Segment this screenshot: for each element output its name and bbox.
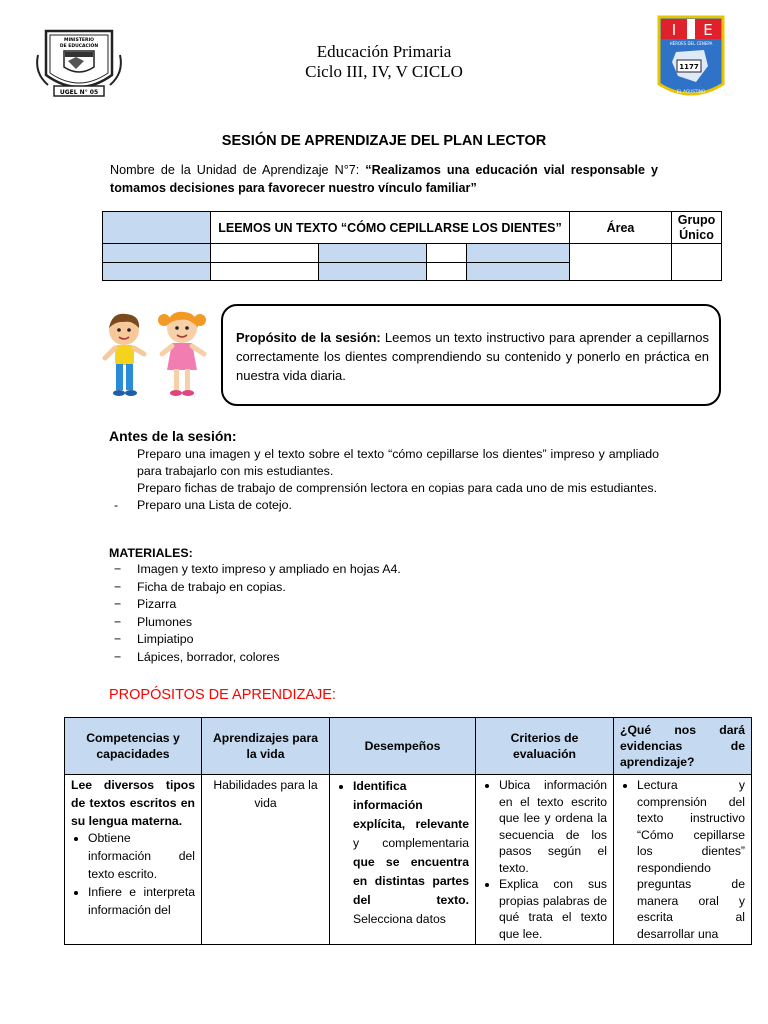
before-heading: Antes de la sesión:	[109, 428, 237, 444]
session-title: SESIÓN DE APRENDIZAJE DEL PLAN LECTOR	[221, 133, 547, 149]
info-cell	[319, 263, 427, 281]
material-item: − Imagen y texto impreso y ampliado en hojas A4.	[137, 561, 401, 579]
material-item: − Lápices, borrador, colores	[137, 649, 401, 667]
before-item: Preparo una imagen y el texto sobre el texto “cómo cepillarse los dientes” impreso y ampliado para trabajarlo con mis estudiantes.	[137, 447, 659, 478]
learning-purposes-heading: PROPÓSITOS DE APRENDIZAJE:	[109, 687, 336, 703]
bullet-marker: −	[114, 649, 122, 664]
info-cell	[466, 263, 569, 281]
performance-cell	[330, 775, 476, 945]
logo-letter-i: I	[671, 21, 677, 39]
info-cell	[319, 244, 427, 263]
header-title	[0, 42, 768, 82]
criteria-item: • Explica con sus propias palabras de qué trata el texto que lee.	[499, 876, 607, 942]
col-header-competencies: Competencias y capacidades	[65, 718, 202, 775]
purpose-text: Leemos un texto instructivo para aprender a cepillarnos correctamente los dientes comprendiendo su contenido y ponerlo en práctica en nuestra vida diaria.	[236, 330, 709, 383]
reading-title: LEEMOS UN TEXTO “CÓMO CEPILLARSE LOS DIENTES”	[211, 212, 570, 244]
material-item: − Ficha de trabajo en copias.	[137, 579, 401, 597]
criteria-item: • Ubica información en el texto escrito que lee y ordena la secuencia de los pasos según el texto.	[499, 777, 607, 876]
school-logo	[656, 14, 726, 100]
capacity-item: • Obtiene información del texto escrito.	[88, 830, 195, 883]
header-line-1: Educación Primaria	[316, 42, 452, 61]
logo-text-1: MINISTERIO	[64, 38, 94, 43]
capacity-item: • Infiere e interpreta información del	[88, 884, 195, 920]
materials-heading: MATERIALES:	[109, 546, 193, 560]
logo-ribbon: UGEL N° 05	[59, 89, 99, 96]
evidence-cell	[614, 775, 752, 945]
before-item: Preparo una Lista de cotejo.	[137, 498, 292, 512]
col-header-life-learning: Aprendizajes para la vida	[202, 718, 330, 775]
material-item: − Pizarra	[137, 596, 401, 614]
material-item: − Limpiatipo	[137, 631, 401, 649]
materials-list	[114, 561, 401, 666]
info-cell	[427, 263, 466, 281]
purpose-label: Propósito de la sesión:	[236, 330, 381, 345]
life-learning-cell	[202, 775, 330, 945]
bullet-marker: −	[114, 632, 122, 646]
bullet-marker: −	[114, 562, 122, 576]
info-cell	[103, 212, 211, 244]
performance-item: • Identifica información explícita, relevante y complementaria que se encuentra en distintas partes del texto. Selecciona datos	[353, 777, 469, 929]
area-value	[570, 244, 672, 281]
logo-number: 1177	[679, 63, 699, 71]
before-item: Preparo fichas de trabajo de comprensión lectora en copias para cada uno de mis estudiantes.	[137, 481, 658, 495]
life-learning-text: Habilidades para la vida	[213, 778, 318, 810]
logo-bottom-text: EL AGUSTINO	[676, 89, 706, 94]
dash-marker: -	[114, 498, 119, 512]
bullet-marker: −	[114, 614, 122, 629]
material-item: − Plumones	[137, 614, 401, 632]
evidence-item: • Lectura y comprensión del texto instructivo “Cómo cepillarse los dientes” respondiendo preguntas de manera oral y escrita al desarrollar una	[637, 777, 745, 942]
purpose-box	[221, 304, 721, 406]
before-list	[114, 446, 659, 514]
unit-prefix: Nombre de la Unidad de Aprendizaje N°7:	[110, 163, 366, 177]
info-cell	[103, 244, 211, 263]
logo-letter-e: E	[703, 21, 713, 39]
info-cell	[466, 244, 569, 263]
info-cell	[211, 263, 319, 281]
area-label: Área	[570, 212, 672, 244]
competency-cell	[65, 775, 202, 945]
info-cell	[427, 244, 466, 263]
col-header-evidence: ¿Qué nos dará evidencias de aprendizaje?	[614, 718, 752, 775]
before-item-dashed	[114, 497, 659, 514]
bullet-marker: −	[114, 597, 122, 611]
group-label: Grupo Único	[672, 212, 722, 244]
unit-title: “Realizamos una educación vial responsable y tomamos decisiones para favorecer nuestro vínculo familiar”	[110, 163, 658, 195]
group-value	[672, 244, 722, 281]
competency-table	[64, 717, 752, 945]
logo-top-text: HÉROES DEL CENEPA	[669, 41, 713, 46]
unit-name	[110, 161, 658, 197]
logo-text-2: DE EDUCACIÓN	[59, 44, 99, 49]
header-line-2: Ciclo III, IV, V CICLO	[305, 62, 463, 81]
bullet-marker: −	[114, 579, 122, 594]
info-cell	[211, 244, 319, 263]
competency-title: Lee diversos tipos de textos escritos en su lengua materna.	[71, 778, 195, 828]
info-cell	[103, 263, 211, 281]
col-header-criteria: Criterios de evaluación	[476, 718, 614, 775]
info-table	[102, 211, 722, 281]
children-illustration	[100, 306, 216, 402]
criteria-cell	[476, 775, 614, 945]
col-header-performance: Desempeños	[330, 718, 476, 775]
